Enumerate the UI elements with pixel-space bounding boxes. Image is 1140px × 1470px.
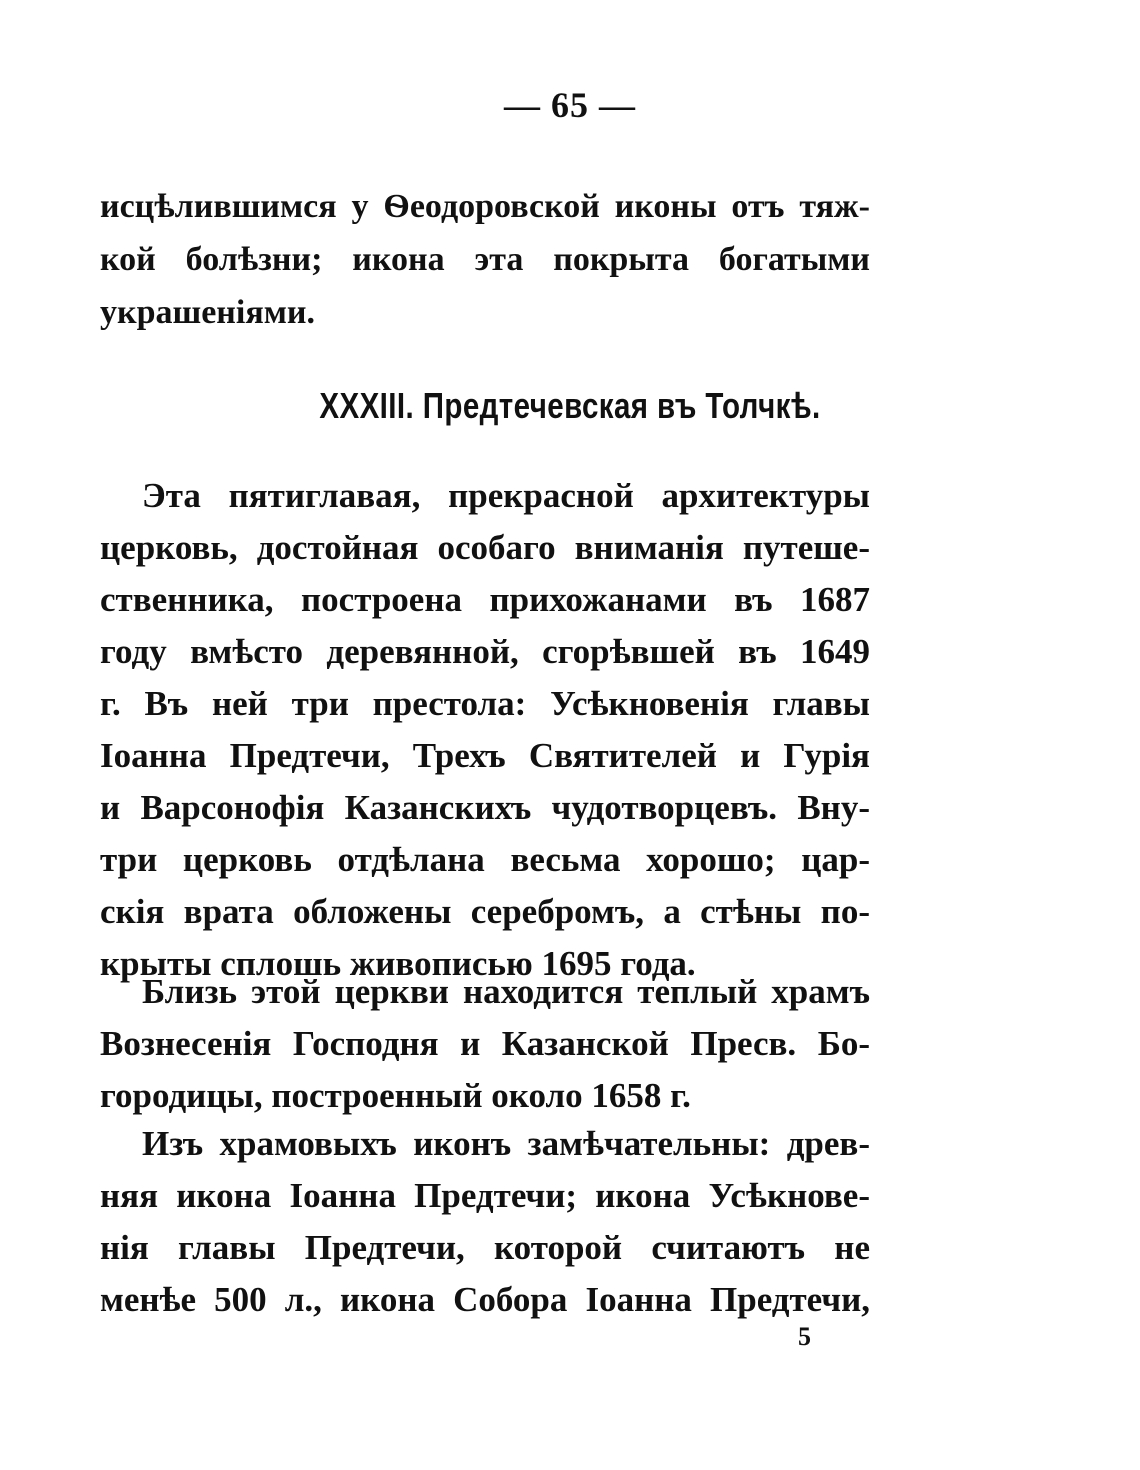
text-line: Эта пятиглавая, прекрасной архитектуры [142, 476, 870, 515]
text-line: Изъ храмовыхъ иконъ замѣчательны: древ- [142, 1124, 870, 1163]
text-line: кой болѣзни; икона эта покрыта богатыми [100, 241, 870, 278]
page-number: — 65 — [504, 85, 636, 125]
text-line: Близь этой церкви находится теплый храмъ [142, 972, 870, 1011]
paragraph [100, 470, 870, 990]
paragraph [100, 966, 870, 1122]
text-line: ственника, построена прихожанами въ 1687 [100, 580, 870, 619]
text-line: Вознесенія Господня и Казанской Пресв. Бо- [100, 1024, 870, 1063]
text-line: крыты сплошь живописью 1695 года. [100, 944, 696, 983]
section-heading: XXXIII. Предтечевская въ Толчкѣ. [319, 385, 821, 426]
text-line: нія главы Предтечи, которой считаютъ не [100, 1228, 870, 1267]
text-line: г. Въ ней три престола: Усѣкновенія главы [100, 684, 870, 723]
text-line: Іоанна Предтечи, Трехъ Святителей и Гурія [100, 736, 870, 775]
signature-mark: 5 [798, 1322, 811, 1351]
text-line: три церковь отдѣлана весьма хорошо; цар- [100, 840, 870, 879]
text-line: скія врата обложены серебромъ, а стѣны по- [100, 892, 870, 931]
text-line: городицы, построенный около 1658 г. [100, 1076, 691, 1115]
text-line: менѣе 500 л., икона Собора Іоанна Предтечи, [100, 1280, 870, 1319]
paragraph [100, 1118, 870, 1326]
text-line: украшеніями. [100, 294, 315, 331]
text-line: исцѣлившимся у Ѳеодоровской иконы отъ тяж- [100, 188, 870, 225]
text-line: няя икона Іоанна Предтечи; икона Усѣкнове- [100, 1176, 870, 1215]
text-line: году вмѣсто деревянной, сгорѣвшей въ 1649 [100, 632, 870, 671]
text-line: церковь, достойная особаго вниманія путеше- [100, 528, 870, 567]
continuation-paragraph [100, 180, 870, 339]
text-line: и Варсонофія Казанскихъ чудотворцевъ. Вну- [100, 788, 870, 827]
